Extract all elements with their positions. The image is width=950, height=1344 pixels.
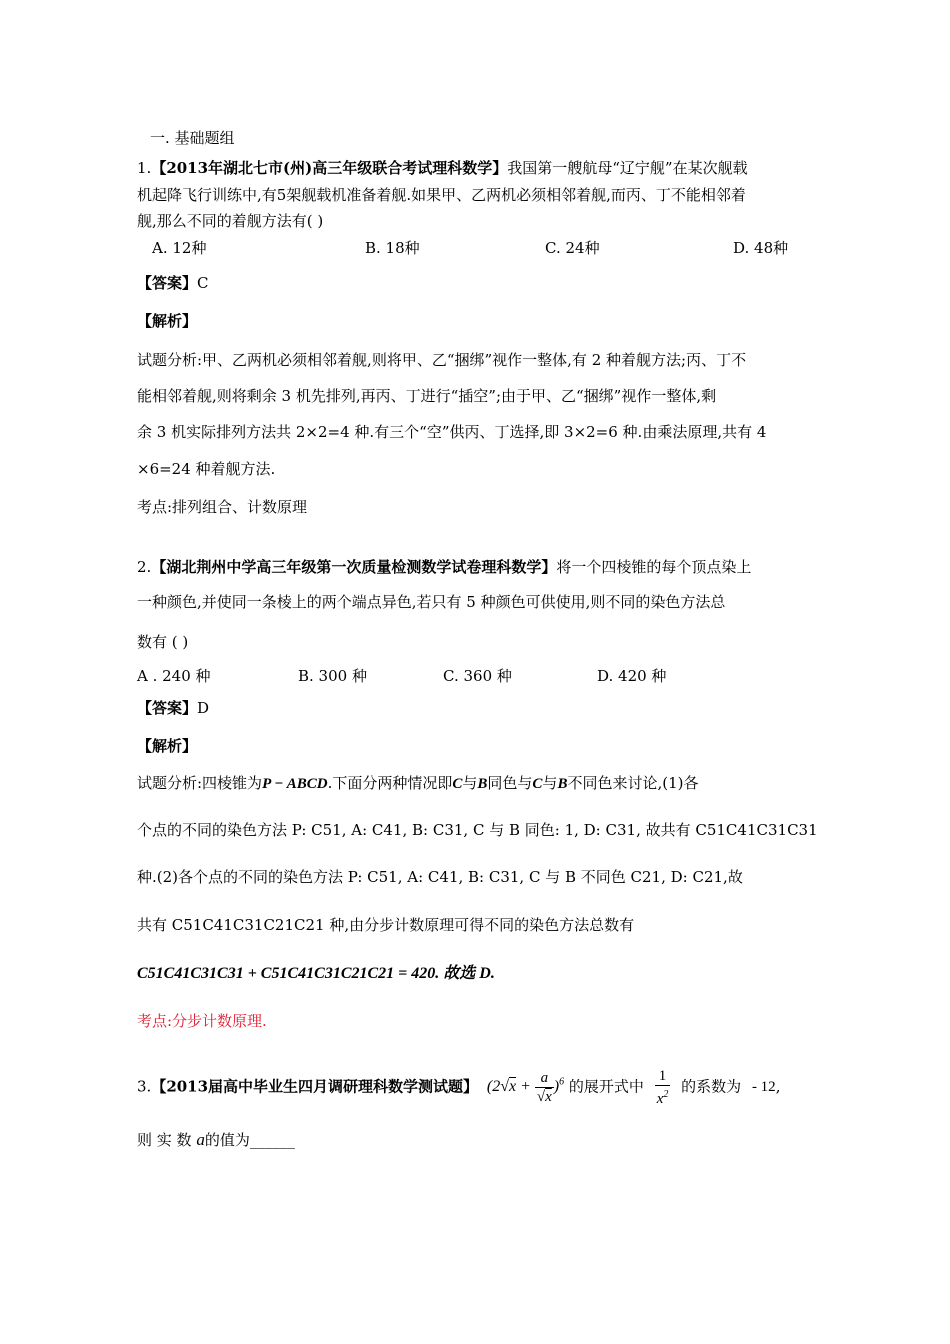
option-c: C. 24种 — [545, 239, 600, 257]
question-3-line-2: 则 实 数 a的值为______ — [137, 1130, 295, 1149]
question-number: 3. — [137, 1077, 152, 1096]
option-b: B. 300 种 — [298, 667, 367, 685]
kaodian: 考点:分步计数原理. — [137, 1012, 267, 1030]
question-1-line-3: 舰,那么不同的着舰方法有( ) — [137, 212, 324, 230]
binomial-expression: (2√x + $\frac{a}{√x}$ )$^6$ — [486, 1070, 565, 1106]
coefficient-value: - 12 — [751, 1079, 776, 1096]
kaodian: 考点:排列组合、计数原理 — [137, 498, 308, 516]
option-a: A. 12种 — [152, 239, 207, 257]
answer-value: D — [197, 699, 210, 717]
question-number: 2. — [137, 558, 152, 576]
analysis-line-4: 共有 C51C41C31C21C21 种,由分步计数原理可得不同的染色方法总数有 — [137, 916, 635, 934]
section-heading: 一. 基础题组 — [150, 129, 235, 147]
answer-line: 【答案】C — [137, 274, 209, 292]
analysis-line: ×6=24 种着舰方法. — [137, 460, 276, 478]
pyramid-symbol: P − ABCD — [262, 776, 328, 792]
option-d: D. 48种 — [733, 239, 789, 257]
answer-line: 【答案】D — [137, 699, 210, 717]
question-1-line-1: 1.【2013年湖北七市(州)高三年级联合考试理科数学】我国第一艘航母“辽宁舰”在某次舰载 — [137, 159, 748, 177]
analysis-line: 余 3 机实际排列方法共 2×2=4 种.有三个“空”供丙、丁选择,即 3×2=6 种.由乘法原理,共有 4 — [137, 423, 767, 441]
analysis-label: 【解析】 — [137, 312, 198, 330]
analysis-label: 【解析】 — [137, 737, 198, 755]
analysis-formula: C51C41C31C31 + C51C41C31C21C21 = 420. 故选 D. — [137, 965, 495, 982]
option-d: D. 420 种 — [597, 667, 667, 685]
fraction-one-over-x-squared: $\frac{1}{x^2}$ — [656, 1067, 669, 1107]
question-3-line-1: 3.【2013届高中毕业生四月调研理科数学测试题】 (2√x + $\frac{a}{√x}$ )$^6$ 的展开式中 $\frac{1}{x^2}$ 的系数为 - 12, — [137, 1067, 781, 1107]
question-2-line-3: 数有 ( ) — [137, 633, 189, 651]
variable-a: a — [196, 1130, 205, 1149]
analysis-line-1: 试题分析:四棱锥为P − ABCD.下面分两种情况即C与B同色与C与B不同色来讨论,(1)各 — [137, 774, 699, 792]
answer-value: C — [197, 274, 209, 292]
question-source: 【2013年湖北七市(州)高三年级联合考试理科数学】 — [151, 159, 508, 177]
option-a: A . 240 种 — [137, 667, 211, 685]
question-2-line-2: 一种颜色,并使同一条棱上的两个端点异色,若只有 5 种颜色可供使用,则不同的染色方法总 — [137, 593, 726, 611]
fraction-a-over-root-x: $\frac{a}{√x}$ — [536, 1070, 552, 1106]
analysis-line: 能相邻着舰,则将剩余 3 机先排列,再丙、丁进行“插空”;由于甲、乙“捆绑”视作一整体,剩 — [137, 387, 717, 405]
analysis-line: 试题分析:甲、乙两机必须相邻着舰,则将甲、乙“捆绑”视作一整体,有 2 种着舰方法;丙、丁不 — [137, 351, 747, 369]
option-c: C. 360 种 — [443, 667, 512, 685]
question-2-line-1: 2.【湖北荆州中学高三年级第一次质量检测数学试卷理科数学】将一个四棱锥的每个顶点染上 — [137, 558, 752, 576]
question-number: 1. — [137, 159, 152, 177]
option-b: B. 18种 — [365, 239, 420, 257]
analysis-line-2: 个点的不同的染色方法 P: C51, A: C41, B: C31, C 与 B 同色: 1, D: C31, 故共有 C51C41C31C31 — [137, 821, 818, 839]
question-1-line-2: 机起降飞行训练中,有5架舰载机准备着舰.如果甲、乙两机必须相邻着舰,而丙、丁不能相邻着 — [137, 186, 746, 204]
question-source: 【2013届高中毕业生四月调研理科数学测试题】 — [151, 1077, 479, 1096]
analysis-line-3: 种.(2)各个点的不同的染色方法 P: C51, A: C41, B: C31, C 与 B 不同色 C21, D: C21,故 — [137, 868, 743, 886]
question-source: 【湖北荆州中学高三年级第一次质量检测数学试卷理科数学】 — [151, 558, 557, 576]
